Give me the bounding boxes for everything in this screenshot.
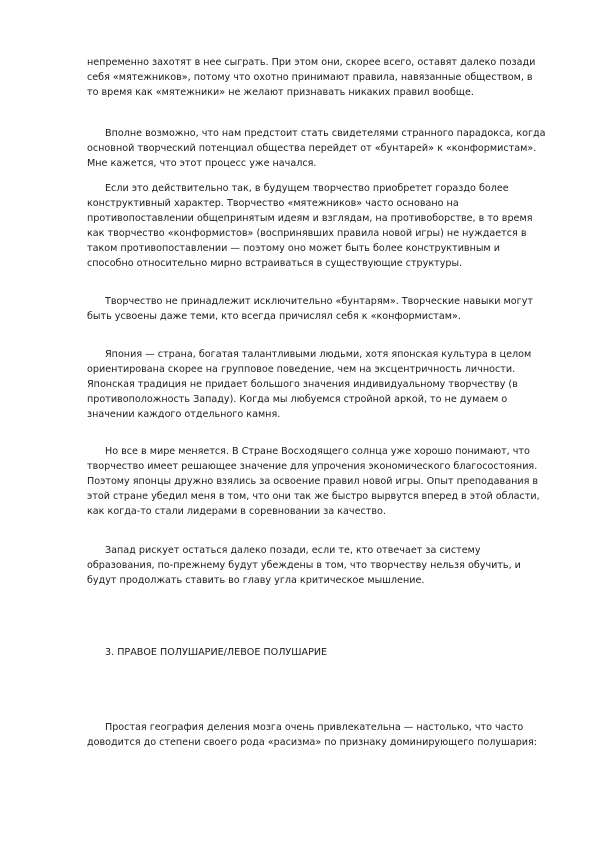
paragraph: Творчество не принадлежит исключительно «бунтарям». Творческие навыки могут быть усвоены даже теми, кто всегда причислял себя к «конформистам». [87, 296, 533, 323]
paragraph: Вполне возможно, что нам предстоит стать свидетелями странного парадокса, когда основной творческий потенциал общества перейдет от «бунтарей» к «конформистам». Мне кажется, что этот процесс уже начался. [87, 128, 546, 170]
paragraph: Но все в мире меняется. В Стране Восходящего солнца уже хорошо понимают, что творчество имеет решающее значение для упрочения экономического благосостояния. Поэтому японцы дружно взялись за освоение правил новой игры. Опыт преподавания в этой стране убедил меня в том, что они так же быстро вырвутся вперед в этой области, как когда-то стали лидерами в соревновании за качество. [87, 446, 540, 518]
paragraph: Япония — страна, богатая талантливыми людьми, хотя японская культура в целом ориентирована скорее на групповое поведение, чем на эксцентричность личности. Японская традиция не придает большого значения индивидуальному творчеству (в противоположность Западу). Когда мы любуемся стройной аркой, то не думаем о значении каждого отдельного камня. [87, 349, 532, 421]
section-heading: 3. ПРАВОЕ ПОЛУШАРИЕ/ЛЕВОЕ ПОЛУШАРИЕ [105, 647, 328, 658]
paragraph: Запад рискует остаться далеко позади, если те, кто отвечает за систему образования, по-прежнему будут убеждены в том, что творчеству нельзя обучить, и будут продолжать ставить во главу угла критическое мышление. [87, 545, 521, 587]
paragraph: Простая география деления мозга очень привлекательна — настолько, что часто доводится до степени своего рода «расизма» по признаку доминирующего полушария: [87, 722, 538, 749]
paragraph: Если это действительно так, в будущем творчество приобретет гораздо более конструктивный характер. Творчество «мятежников» часто основано на противопоставлении общепринятым идеям и взглядам, на противоборстве, в то время как творчество «конформистов» (воспринявших правила новой игры) не нуждается в таком противопоставлении — поэтому оно может быть более конструктивным и способно относительно мирно встраиваться в существующие структуры. [87, 183, 533, 270]
paragraph: непременно захотят в нее сыграть. При этом они, скорее всего, оставят далеко позади себя «мятежников», потому что охотно принимают правила, навязанные обществом, в то время как «мятежники» не желают признавать никаких правил вообще. [87, 57, 536, 99]
